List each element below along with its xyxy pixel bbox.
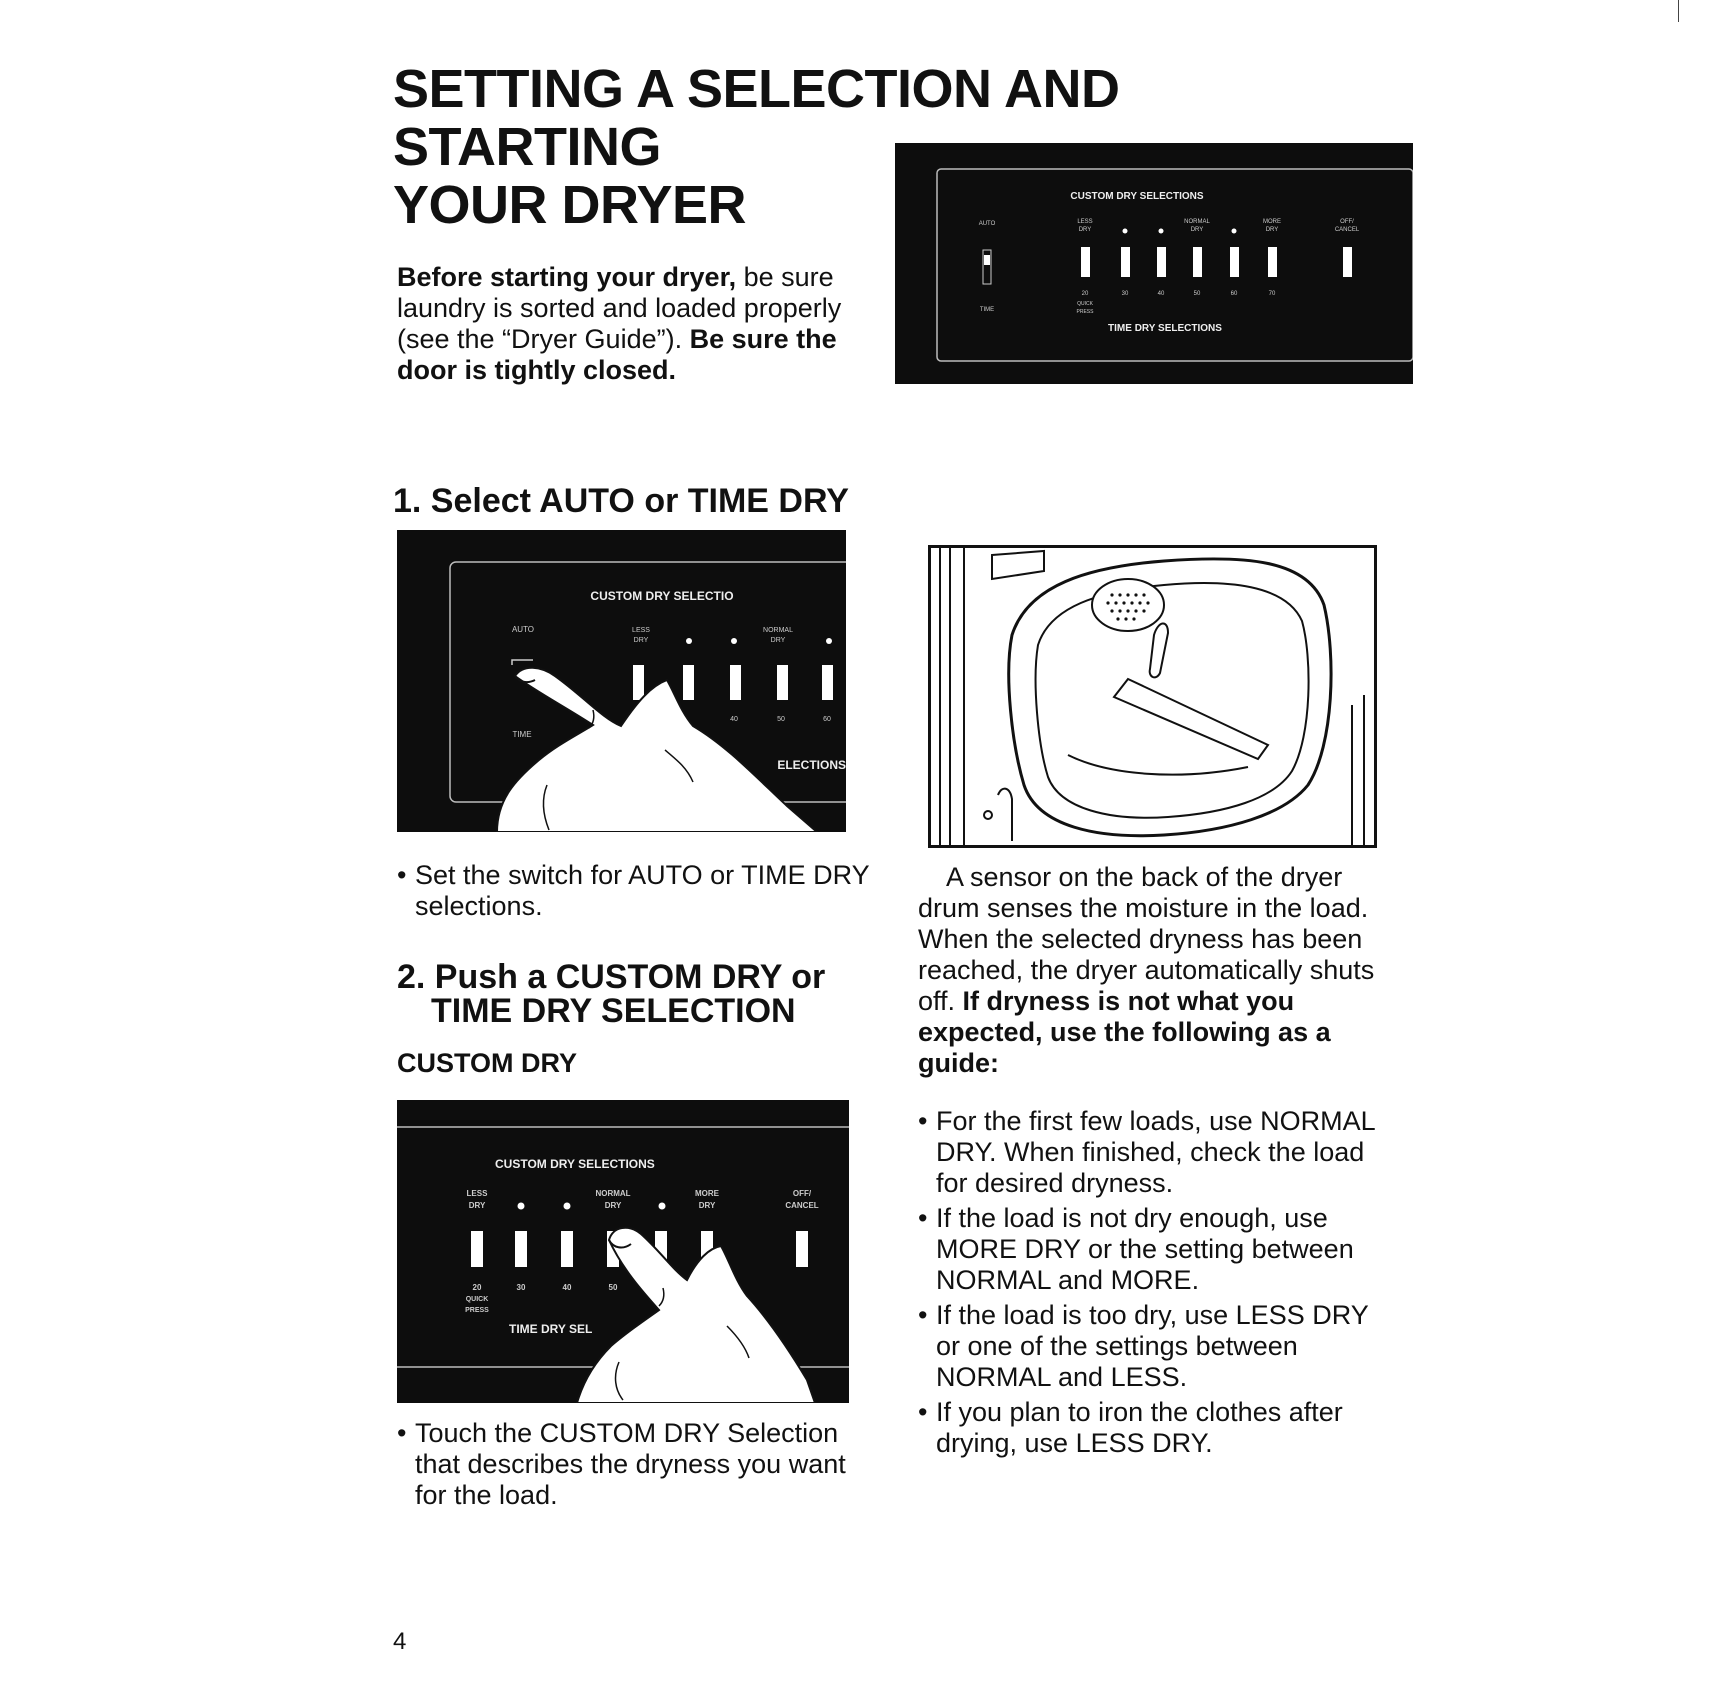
panel-bg [895,143,1413,384]
step-2-heading-line-1: 2. Push a CUSTOM DRY or [397,958,826,996]
panel-more-label: MORE [1263,219,1281,225]
selection-button [515,1231,527,1267]
panel-normal-dry-label: DRY [604,1201,622,1210]
edge-mark [1678,0,1679,22]
title-line-3: YOUR DRYER [393,175,747,235]
press-label: PRESS [1076,309,1094,315]
panel-dot [1123,229,1128,234]
panel-dot [731,638,737,644]
off-cancel-button [1343,247,1352,277]
panel-less-label: LESS [1077,219,1093,225]
time-50-label: 50 [608,1283,618,1292]
panel-more-label: MORE [695,1189,719,1198]
selection-button [633,665,644,700]
switch-knob [984,255,990,265]
step-2-heading-line-2: TIME DRY SELECTION [431,992,796,1030]
time-40-label: 40 [730,716,738,723]
page-number: 4 [393,1628,407,1655]
panel-less-dry-label: DRY [468,1201,486,1210]
panel-normal-dry-label: DRY [1190,227,1204,233]
panel-time-label-partial: TIME DRY SEL [509,1322,593,1336]
panel-cancel-label: CANCEL [1334,227,1360,233]
selection-button [1157,247,1166,277]
step-2-bullet: • Touch the CUSTOM DRY Selection that describes the dryness you want for the load. [397,1418,875,1511]
time-70-label: 70 [1268,291,1276,297]
panel-less-label: LESS [632,627,650,634]
panel-cancel-label: CANCEL [785,1201,819,1210]
time-30-label: 30 [516,1283,526,1292]
panel-dot [659,1203,666,1210]
panel-custom-label: CUSTOM DRY SELECTIO [590,589,734,603]
step-1-bullet: • Set the switch for AUTO or TIME DRY selections. [397,860,875,922]
guide-item: • If the load is too dry, use LESS DRY or one of the settings between NORMAL and LESS. [918,1300,1388,1393]
intro-text: be sure laundry is sorted and loaded properly (see the “Dryer Guide”). [397,262,842,354]
time-60-label: 60 [823,716,831,723]
panel-dot [1159,229,1164,234]
sensor-text: A sensor on the back of the dryer drum senses the moisture in the load. When the selected dryness has been reached, the dryer automatically shuts off. [918,862,1375,1016]
panel-normal-dry-label: DRY [770,637,786,644]
title-line-1: SETTING A SELECTION AND [393,59,1120,119]
dryness-guide-list [918,1106,1388,1459]
panel-dot [564,1203,571,1210]
selection-button [471,1231,483,1267]
panel-normal-label: NORMAL [595,1189,631,1198]
panel-time-label: TIME [979,307,995,313]
panel-off-label: OFF/ [1340,219,1354,225]
selection-button [1268,247,1277,277]
intro-paragraph [397,262,867,386]
panel-normal-label: NORMAL [763,627,793,634]
dryer-drum-illustration [928,545,1377,848]
panel-auto-label: AUTO [511,625,535,634]
selection-button [561,1231,573,1267]
panel-auto-label: AUTO [978,221,996,227]
intro-bold-1: Before starting your dryer, [397,262,737,292]
selection-button [1081,247,1090,277]
time-20-label: 20 [1081,291,1089,297]
control-panel-illustration [895,143,1413,384]
panel-dot [826,638,832,644]
selection-button [822,665,833,700]
time-30-label: 30 [1121,291,1129,297]
title-line-2: STARTING [393,117,661,177]
quick-label: QUICK [1077,301,1093,307]
selection-button [1193,247,1202,277]
selection-button [777,665,788,700]
panel-normal-label: NORMAL [1184,219,1210,225]
sensor-bold: If dryness is not what you expected, use the following as a guide: [918,986,1331,1078]
panel-off-label: OFF/ [792,1189,812,1198]
panel-more-dry-label: DRY [698,1201,716,1210]
custom-dry-selection-illustration [397,1100,849,1403]
selection-button [1230,247,1239,277]
panel-time-label-partial: ELECTIONS [777,758,846,772]
time-40-label: 40 [1157,291,1165,297]
panel-more-dry-label: DRY [1265,227,1279,233]
off-cancel-button [796,1231,808,1267]
time-60-label: 60 [1230,291,1238,297]
panel-less-dry-label: DRY [1078,227,1092,233]
selection-button [1121,247,1130,277]
sensor-grille [1092,579,1164,631]
selection-button [683,665,694,700]
time-40-label: 40 [562,1283,572,1292]
guide-item: • If you plan to iron the clothes after drying, use LESS DRY. [918,1397,1388,1459]
auto-time-switch-illustration [397,530,846,832]
panel-dot [686,638,692,644]
panel-less-dry-label: DRY [633,637,649,644]
panel-custom-label: CUSTOM DRY SELECTIONS [495,1157,655,1171]
quick-label: QUICK [465,1296,489,1303]
intro-bold-2: Be sure the door is tightly closed. [397,324,837,385]
time-20-label: 20 [472,1283,482,1292]
guide-item: • For the first few loads, use NORMAL DRY. When finished, check the load for desired dryness. [918,1106,1388,1199]
panel-time-dry-label: TIME DRY SELECTIONS [1108,323,1222,334]
panel-less-label: LESS [466,1189,488,1198]
panel-time-label: TIME [512,730,532,739]
custom-dry-subheading: CUSTOM DRY [397,1048,578,1078]
press-label: PRESS [465,1307,489,1314]
sensor-paragraph [918,862,1378,1079]
time-50-label: 50 [1193,291,1201,297]
panel-dot [518,1203,525,1210]
step-1-heading: 1. Select AUTO or TIME DRY [393,482,849,520]
step-2-heading [397,960,825,1028]
panel-dot [1232,229,1237,234]
guide-item: • If the load is not dry enough, use MORE DRY or the setting between NORMAL and MORE. [918,1203,1388,1296]
panel-custom-label: CUSTOM DRY SELECTIONS [1070,191,1204,202]
selection-button [730,665,741,700]
time-50-label: 50 [777,716,785,723]
